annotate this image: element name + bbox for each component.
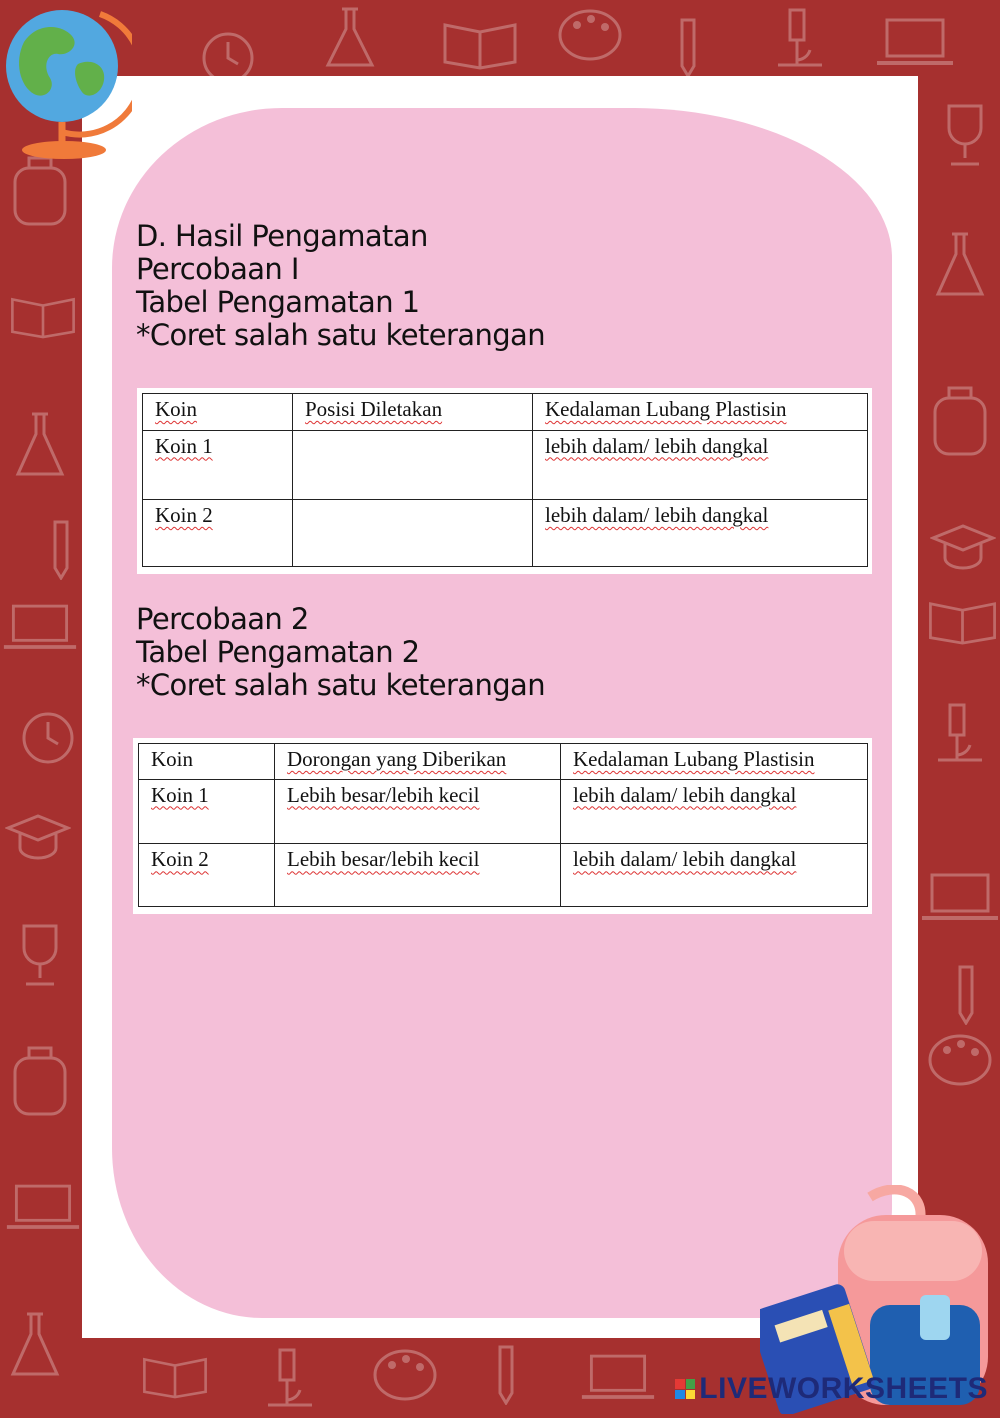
table-cell: Koin 2 [143,499,293,566]
book-icon [925,590,1000,645]
flask-icon [930,230,990,300]
heading-line: Tabel Pengamatan 1 [136,285,420,319]
trophy-icon [935,100,995,170]
palette-icon [925,1030,995,1090]
liveworksheets-branding [675,1372,988,1406]
table-row [143,499,868,566]
table-cell: Koin 1 [143,430,293,499]
table-header-cell: Koin [139,744,275,780]
table-cell: Koin 1 [139,779,275,844]
table-cell-choice[interactable]: lebih dalam/ lebih dangkal [533,499,868,566]
table-cell-choice[interactable]: Lebih besar/lebih kecil [275,779,561,844]
microscope-icon [770,5,830,71]
table-cell-input[interactable] [293,499,533,566]
table-cell-choice[interactable]: lebih dalam/ lebih dangkal [533,430,868,499]
brand-logo-icon [675,1379,695,1399]
table-cell-choice[interactable]: Lebih besar/lebih kecil [275,844,561,907]
laptop-icon [875,15,955,70]
graduation-cap-icon [5,810,71,860]
table-cell-choice[interactable]: lebih dalam/ lebih dangkal [561,844,868,907]
book-icon [8,285,78,340]
observation-table-1 [137,388,872,574]
palette-icon [555,5,625,65]
laptop-icon [5,1180,81,1235]
flask-icon [10,410,70,480]
heading-line: Percobaan I [136,252,299,286]
laptop-icon [580,1350,656,1405]
table-cell-input[interactable] [293,430,533,499]
heading-line: Percobaan 2 [136,602,309,636]
brand-text: LIVEWORKSHEETS [699,1372,988,1405]
microscope-icon [260,1345,320,1411]
heading-line: *Coret salah satu keterangan [136,668,546,702]
laptop-icon [920,870,1000,925]
pencil-icon [672,18,702,78]
section2-heading [136,603,545,702]
laptop-icon [2,600,78,655]
heading-line: D. Hasil Pengamatan [136,219,428,253]
heading-line: Tabel Pengamatan 2 [136,635,420,669]
heading-line: *Coret salah satu keterangan [136,318,546,352]
pencil-icon [45,520,75,580]
pencil-icon [490,1345,520,1405]
clock-icon [20,710,76,766]
table-cell-choice[interactable]: lebih dalam/ lebih dangkal [561,779,868,844]
table-row [139,779,868,844]
pencil-icon [950,965,980,1025]
graduation-cap-icon [930,520,996,570]
table-row [143,430,868,499]
book-icon [440,10,520,70]
flask-icon [320,5,380,71]
table-row [139,844,868,907]
table-header-cell: Posisi Diletakan [293,394,533,431]
backpack-icon [925,380,995,460]
section1-heading [136,220,545,352]
table-cell: Koin 2 [139,844,275,907]
table-header-cell: Kedalaman Lubang Plastisin [561,744,868,780]
flask-icon [5,1310,65,1380]
observation-table-2 [133,738,872,914]
table-header-cell: Koin [143,394,293,431]
backpack-icon [5,1040,75,1120]
table-header-cell: Kedalaman Lubang Plastisin [533,394,868,431]
microscope-icon [930,700,990,766]
book-icon [140,1345,210,1400]
table-header-cell: Dorongan yang Diberikan [275,744,561,780]
globe-icon [2,2,132,166]
palette-icon [370,1345,440,1405]
trophy-icon [10,920,70,990]
